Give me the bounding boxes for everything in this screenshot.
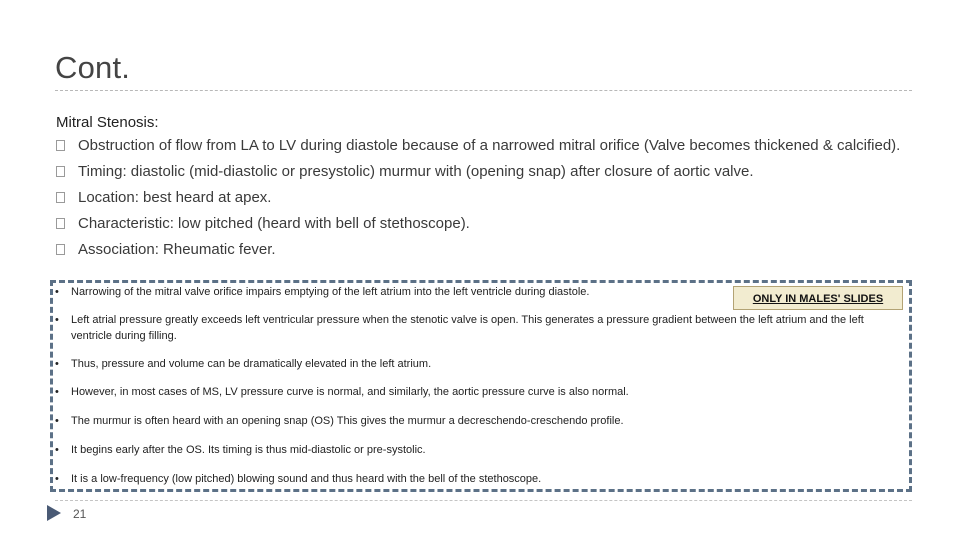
males-only-label: ONLY IN MALES' SLIDES — [733, 286, 903, 310]
list-item: Timing: diastolic (mid-diastolic or presystolic) murmur with (opening snap) after closure of aortic valve. — [56, 163, 912, 181]
list-item: • It begins early after the OS. Its timing is thus mid-diastolic or pre-systolic. — [55, 444, 426, 456]
footer-divider — [55, 500, 912, 501]
title-divider — [55, 90, 912, 91]
bullet-box-icon — [56, 218, 65, 229]
main-bullet-list — [56, 137, 912, 259]
list-item: Characteristic: low pitched (heard with bell of stethoscope). — [56, 215, 912, 233]
triangle-marker-icon — [47, 505, 61, 521]
list-item: Obstruction of flow from LA to LV during diastole because of a narrowed mitral orifice (Valve becomes thickened & calcified). — [56, 137, 912, 155]
slide-title: Cont. — [55, 50, 131, 85]
list-item: • Left atrial pressure greatly exceeds left ventricular pressure when the stenotic valve is open. This generates a pressure gradient between the left atrium and the left ventricle during filling. — [55, 314, 864, 342]
list-item: Location: best heard at apex. — [56, 189, 912, 207]
list-item: • The murmur is often heard with an opening snap (OS) This gives the murmur a decreschendo-creschendo profile. — [55, 415, 624, 427]
list-item: • Narrowing of the mitral valve orifice impairs emptying of the left atrium into the left ventricle during diastole. — [55, 286, 590, 298]
list-item: Association: Rheumatic fever. — [56, 241, 912, 259]
bullet-box-icon — [56, 140, 65, 151]
list-item: • It is a low-frequency (low pitched) blowing sound and thus heard with the bell of the stethoscope. — [55, 473, 542, 485]
list-item: • Thus, pressure and volume can be dramatically elevated in the left atrium. — [55, 358, 432, 370]
bullet-box-icon — [56, 192, 65, 203]
section-heading: Mitral Stenosis: — [56, 114, 159, 131]
bullet-box-icon — [56, 166, 65, 177]
bullet-box-icon — [56, 244, 65, 255]
list-item: • However, in most cases of MS, LV pressure curve is normal, and similarly, the aortic pressure curve is also normal. — [55, 386, 629, 398]
page-number: 21 — [73, 507, 87, 521]
